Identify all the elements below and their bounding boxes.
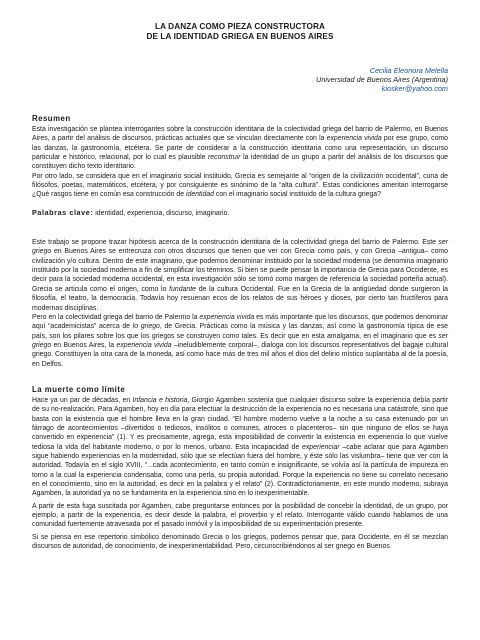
text-run: con el imaginario social instituido de la cultura griega?	[213, 191, 381, 199]
keywords-label: Palabras clave:	[32, 207, 94, 217]
author-name: Cecilia Eleonora Melella	[369, 66, 448, 75]
author-affiliation: Universidad de Buenos Aires (Argentina)	[316, 75, 448, 84]
italic-run: lo griego	[132, 323, 160, 331]
text-run: Por otro lado, se considera que en el imaginario social instituido, Grecia es semejante al “origen de la civilización occidental”, cuna de filósofos, poetas, matemáticos, etcétera, y por consiguiente es sinónimo de la “alta cultura”. Estas condiciones ameritan interrogarse ¿Qué rasgos tiene en común esa construcción de	[32, 172, 448, 199]
text-run: de la cultura Occidental. Fue en la Grecia de la antigüedad donde surgieron la filosofía, el teatro, la democracia. Todavía hoy resuenan ecos de los relatos de sus héroes y dioses, por cierto tan fructíferos para modernas disciplinas.	[32, 285, 448, 312]
text-run: , Giorgio Agamben sostenía que cualquier discurso sobre la experiencia debía partir de su no-realización. Para Agamben, hoy en día para efectuar la destrucción de la experiencia no es necesaria una catástrofe, sino que basta con la existencia que el hombre lleva en la gran ciudad. “El hombre moderno vuelve a la noche a su casa extenuado por un fárrago de acontecimientos –divertidos o tediosos, insólitos o comunes, atroces o placenteros– sin que ninguno de ellos se haya convertido en experiencia” (1). Y es precisamente, agrega, esta imposibilidad de convertir la existencia en experiencia lo que vuelve tediosa la vida del habitante moderno, o por lo menos, urbano. Esta incapacidad de	[32, 396, 448, 451]
text-run: en Buenos Aires se entrecruza con otros discursos que tienen que ver con Grecia como país, y con Grecia –antigua– como civilización y/o cultura. Dentro de este imaginario, que podemos denominar instituido por la sociedad moderna (se denomina imaginario instituido por la sociedad moderna a fin de simplificar los términos. Si bien se puede pensar la importancia de Grecia para Occidente, es decir para la sociedad moderna occidental, en esta investigación sólo se tomó como margen de referencia la sociedad porteña actual). Grecia se articula como el origen, como lo	[32, 248, 448, 293]
italic-run: experiencia vivida	[116, 341, 172, 349]
paper-title-line1: LA DANZA COMO PIEZA CONSTRUCTORA	[155, 22, 325, 31]
text-run: Este trabajo se propone trazar hipótesis acerca de la construcción identitaria de la colectividad griega del barrio de Palermo. Este	[32, 239, 439, 247]
italic-run: fundante	[169, 285, 196, 293]
author-block	[32, 66, 448, 93]
text-run: Esta investigación se plantea interrogantes sobre la construcción identitaria de la colectividad griega del barrio de Palermo, en Buenos Aires, a partir del análisis de discursos, prácticas actuales que se vinculan directamente con la	[32, 126, 448, 143]
text-run: Hace ya un par de décadas, en	[32, 396, 133, 404]
text-run: –ineludiblemente corporal–, dialoga con los discursos representativos del bagaje cultural griego. Constituyen la otra cara de la moneda, así como hace más de tres mil años el dios del delirio místico suplantaba al de la poesía, en Delfos.	[32, 341, 449, 368]
resumen-paragraph-1	[32, 125, 448, 172]
muerte-heading: La muerte como límite	[32, 384, 126, 394]
resumen-heading: Resumen	[32, 114, 71, 123]
muerte-paragraph-3	[32, 533, 448, 552]
text-run: la identidad de un grupo a partir del análisis de los discursos que constituyen dicho texto identitario.	[32, 154, 449, 171]
title-block	[32, 22, 448, 42]
text-run: por ese grupo, como las danzas, la gastronomía, etcétera. Se parte de considerar a la construcción identitaria como una representación, un discurso particular e histórico, relacional, por lo cual es plausible	[32, 135, 448, 162]
italic-run: ser griego	[32, 239, 448, 256]
italic-run: reconstruir	[208, 154, 241, 162]
text-run: A partir de esta fuga suscitada por Agamben, cabe preguntarse entonces por la posibilidad de concebir la identidad, de un grupo, por ejemplo, a partir de la experiencia, es decir desde la palabra, el proverbio y el relato. Interrogante válido cuando hablamos de una comunidad fuertemente atravesada por el pasado inmóvil y la imposibilidad de su experimentación presente.	[32, 502, 448, 529]
muerte-paragraph-1	[32, 396, 448, 499]
italic-run: experiencia vivida	[326, 135, 382, 143]
text-run: –cabe aclarar que para Agamben sigue habiendo experiencias en la modernidad, sólo que se efectúan fuera del hombre, y éste sólo las vislumbra– tiene que ver con la autoridad. Todavía en el siglo XVIII, “...cada acontecimiento, en tanto común e insignificante, se volvía así la partícula de impureza en torno a la cual la experiencia condensaba, como una perla, su propia autoridad. Porque la experiencia no tiene su correlato necesario en el conocimiento, sino en la autoridad, es decir en la palabra y el relato” (2). Contradictoriamente, en este mundo moderno, subraya Agamben, la autoridad ya no se fundamenta en la experiencia sino en lo inexperimentable.	[32, 443, 448, 498]
keywords-text: identidad, experiencia, discurso, imaginario.	[93, 209, 230, 217]
text-run: Pero en la colectividad griega del barrio de Palermo la	[32, 313, 200, 321]
text-run: , de Grecia. Prácticas como la música y las danzas, así como la gastronomía típica de ese país, son los pilares sobre los que los griegos se construyen como tales. Es decir que en esta amalgama, en el imaginario que es	[32, 323, 448, 340]
intro-paragraph-1	[32, 238, 448, 313]
paper-title-line2: DE LA IDENTIDAD GRIEGA EN BUENOS AIRES	[146, 32, 334, 41]
resumen-paragraph-2	[32, 172, 448, 200]
author-email[interactable]: kiosker@yahoo.com	[381, 84, 448, 93]
muerte-paragraph-2	[32, 502, 448, 530]
intro-paragraph-2	[32, 313, 448, 369]
italic-run: experiencia vivida	[199, 313, 255, 321]
italic-run: identidad	[185, 191, 214, 199]
keywords-line	[32, 208, 448, 218]
italic-run: Infancia e historia	[132, 396, 188, 404]
text-run: es más importante que los discursos, que podemos denominar aquí “academicistas” acerca de	[32, 313, 449, 331]
italic-run: ser griego	[32, 332, 448, 349]
text-run: Si se piensa en ese repertorio simbólico denominado Grecia o los griegos, podemos pensar que, para Occidente, en él se mezclan discursos de autoridad, de conocimiento, de inexperimentabilidad. Pero, circunscribiéndonos al ser griego en Buenos	[32, 533, 448, 551]
text-run: en Buenos Aires, la	[51, 341, 117, 349]
italic-run: experienciar	[302, 443, 340, 451]
